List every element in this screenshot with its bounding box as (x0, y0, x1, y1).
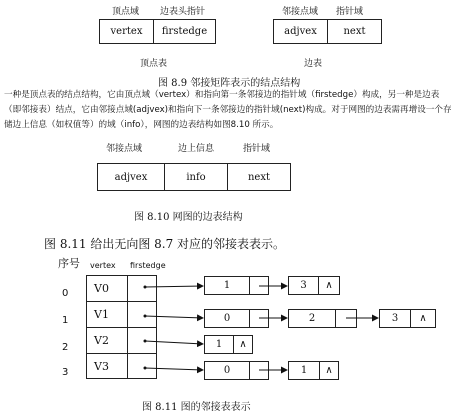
figure-8-11-caption: 图 8.11 图的邻接表表示 (142, 402, 251, 413)
vertex-cell-firstedge: firstedge (153, 19, 216, 44)
net-header-adjvex: 邻接点域 (106, 144, 143, 154)
edge-cell-adjvex: adjvex (273, 19, 328, 44)
edge-node-0-0-adjvex: 1 (204, 276, 250, 295)
row-index-0: 0 (62, 288, 69, 299)
col-vertex-header: vertex (90, 261, 116, 270)
edge-node-1-2-next: ∧ (410, 309, 436, 328)
edge-table-label: 边表 (304, 59, 323, 69)
paragraph-line-1: 一种是顶点表的结点结构，它由顶点域（vertex）和指向第一条邻接边的指针域（firstedge）构成，另一种是边表 (4, 90, 440, 100)
net-cell-next: next (227, 163, 291, 191)
edge-node-3-0-adjvex: 0 (204, 361, 250, 380)
edge-node-1-0-next (249, 309, 269, 328)
edge-node-0-1-next: ∧ (318, 276, 340, 295)
edge-node-2-0-next: ∧ (233, 335, 253, 354)
edge-node-2-0-adjvex: 1 (204, 335, 234, 354)
edge-node-0-1-adjvex: 3 (288, 276, 319, 295)
edge-cell-next: next (327, 19, 382, 44)
edge-node-1-0-adjvex: 0 (204, 309, 250, 328)
col-index-header: 序号 (58, 257, 80, 270)
edge-node-1-2-adjvex: 3 (379, 309, 411, 328)
net-header-info: 边上信息 (178, 144, 215, 154)
vertex-header-vertex: 顶点域 (112, 7, 140, 17)
row-index-1: 1 (62, 315, 69, 326)
row-index-2: 2 (62, 342, 69, 353)
net-header-next: 指针域 (243, 144, 271, 154)
edge-node-3-0-next (249, 361, 269, 380)
vertex-v2: V2 (94, 334, 109, 347)
edge-node-3-1-next: ∧ (319, 361, 339, 380)
edge-node-1-1-next (335, 309, 357, 328)
net-cell-adjvex: adjvex (97, 163, 165, 191)
vertex-v1: V1 (94, 308, 109, 321)
vertex-v3: V3 (94, 360, 109, 373)
edge-node-1-1-adjvex: 2 (288, 309, 336, 328)
edge-node-3-1-adjvex: 1 (288, 361, 320, 380)
col-firstedge-header: firstedge (130, 261, 166, 270)
edge-node-0-0-next (249, 276, 269, 295)
paragraph-line-3: 储边上信息（如权值等）的域（info），网图的边表结构如图8.10 所示。 (4, 120, 279, 130)
vertex-v0: V0 (94, 282, 109, 295)
row-index-3: 3 (62, 367, 69, 378)
figure-8-10-caption: 图 8.10 网图的边表结构 (134, 212, 243, 223)
paragraph-line-2: （即邻接表）结点，它由邻接点域(adjvex)和指向下一条邻接边的指针域(next)构成。对于网图的边表需再增设一个存 (4, 105, 452, 115)
vertex-cell-vertex: vertex (99, 19, 154, 44)
vertex-header-firstedge: 边表头指针 (160, 7, 206, 17)
net-cell-info: info (164, 163, 228, 191)
vertex-table-label: 顶点表 (140, 59, 168, 69)
edge-header-adjvex: 邻接点域 (282, 7, 319, 17)
edge-header-next: 指针域 (336, 7, 364, 17)
figure-8-9-caption: 图 8.9 邻接矩阵表示的结点结构 (158, 78, 301, 89)
figure-8-11-intro: 图 8.11 给出无向图 8.7 对应的邻接表表示。 (44, 237, 286, 251)
